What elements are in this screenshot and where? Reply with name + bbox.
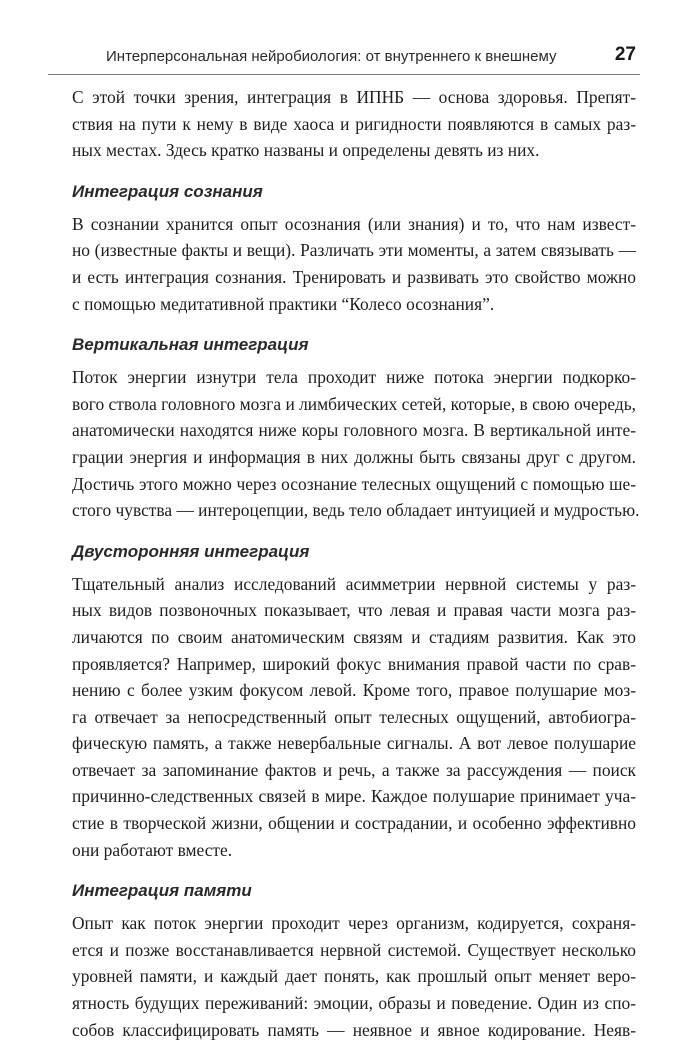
page-number: 27 bbox=[614, 44, 636, 65]
paragraph-consciousness bbox=[50, 211, 636, 317]
text-line: стие в творческой жизни, общении и сострадании, и особенно эффективно bbox=[72, 813, 636, 834]
text-line: Достичь этого можно через осознание телесных ощущений с помощью ше- bbox=[72, 473, 636, 494]
text-line: но (известные факты и вещи). Различать эти моменты, а затем связывать — bbox=[72, 240, 636, 261]
text-line: причинно-следственных связей в мире. Каждое полушарие принимает уча- bbox=[72, 786, 636, 807]
text-line: личаются по своим анатомическим связям и стадиям развития. Как это bbox=[72, 626, 636, 647]
text-line: ных видов позвоночных показывает, что левая и правая части мозга раз- bbox=[72, 600, 636, 621]
text-line: ствия на пути к нему в виде хаоса и ригидности появляются в самых раз- bbox=[72, 113, 636, 134]
text-line: отвечает за запоминание фактов и речь, а также за рассуждения — поиск bbox=[72, 759, 636, 780]
text-line: стого чувства — интероцепции, ведь тело обладает интуицией и мудростью. bbox=[72, 500, 640, 521]
section-heading-bilateral: Двусторонняя интеграция bbox=[72, 541, 310, 561]
page-body bbox=[50, 84, 640, 1043]
text-line: вого ствола головного мозга и лимбических сетей, которые, в свою очередь, bbox=[72, 393, 636, 414]
text-line: уровней памяти, и каждый дает понять, как прошлый опыт меняет веро- bbox=[72, 966, 636, 987]
text-line: Тщательный анализ исследований асимметрии нервной системы у раз- bbox=[72, 573, 636, 594]
text-line: Поток энергии изнутри тела проходит ниже потока энергии подкорко- bbox=[72, 367, 636, 388]
text-line: собов классифицировать память — неявное и явное кодирование. Неяв- bbox=[72, 1019, 636, 1040]
section-heading-memory: Интеграция памяти bbox=[72, 881, 252, 901]
text-line: нению с более узким фокусом левой. Кроме того, правое полушарие моз- bbox=[72, 680, 636, 701]
paragraph-vertical bbox=[50, 364, 640, 524]
text-line: грации энергия и информация в них должны быть связаны друг с другом. bbox=[72, 446, 636, 467]
paragraph-bilateral bbox=[50, 571, 636, 864]
intro-paragraph bbox=[50, 84, 636, 164]
text-line: и есть интеграция сознания. Тренировать и развивать это свойство можно bbox=[72, 266, 636, 287]
text-line: фическую память, а также невербальные сигналы. А вот левое полушарие bbox=[72, 733, 636, 754]
text-line: га отвечает за непосредственный опыт телесных ощущений, автобиогра- bbox=[72, 706, 636, 727]
text-line: С этой точки зрения, интеграция в ИПНБ — основа здоровья. Препят- bbox=[72, 87, 636, 107]
text-line: они работают вместе. bbox=[72, 839, 233, 860]
section-heading-consciousness: Интеграция сознания bbox=[72, 181, 263, 201]
text-line: Опыт как поток энергии проходит через организм, кодируется, сохраня- bbox=[72, 913, 636, 934]
paragraph-memory bbox=[50, 910, 636, 1043]
text-line: ятность будущих переживаний: эмоции, образы и поведение. Один из спо- bbox=[72, 993, 636, 1014]
text-line: проявляется? Например, широкий фокус внимания правой части по срав- bbox=[72, 653, 636, 674]
text-line: ется и позже восстанавливается нервной системой. Существует несколько bbox=[72, 939, 636, 960]
section-heading-vertical: Вертикальная интеграция bbox=[72, 335, 309, 355]
running-header bbox=[48, 44, 640, 75]
text-line: с помощью медитативной практики “Колесо осознания”. bbox=[72, 293, 495, 314]
text-line: ных местах. Здесь кратко названы и определены девять из них. bbox=[72, 140, 540, 161]
text-line: анатомически находятся ниже коры головного мозга. В вертикальной инте- bbox=[72, 420, 636, 441]
text-line: В сознании хранится опыт осознания (или знания) и то, что нам извест- bbox=[72, 213, 636, 234]
running-title: Интерперсональная нейробиология: от внутреннего к внешнему bbox=[106, 48, 557, 65]
